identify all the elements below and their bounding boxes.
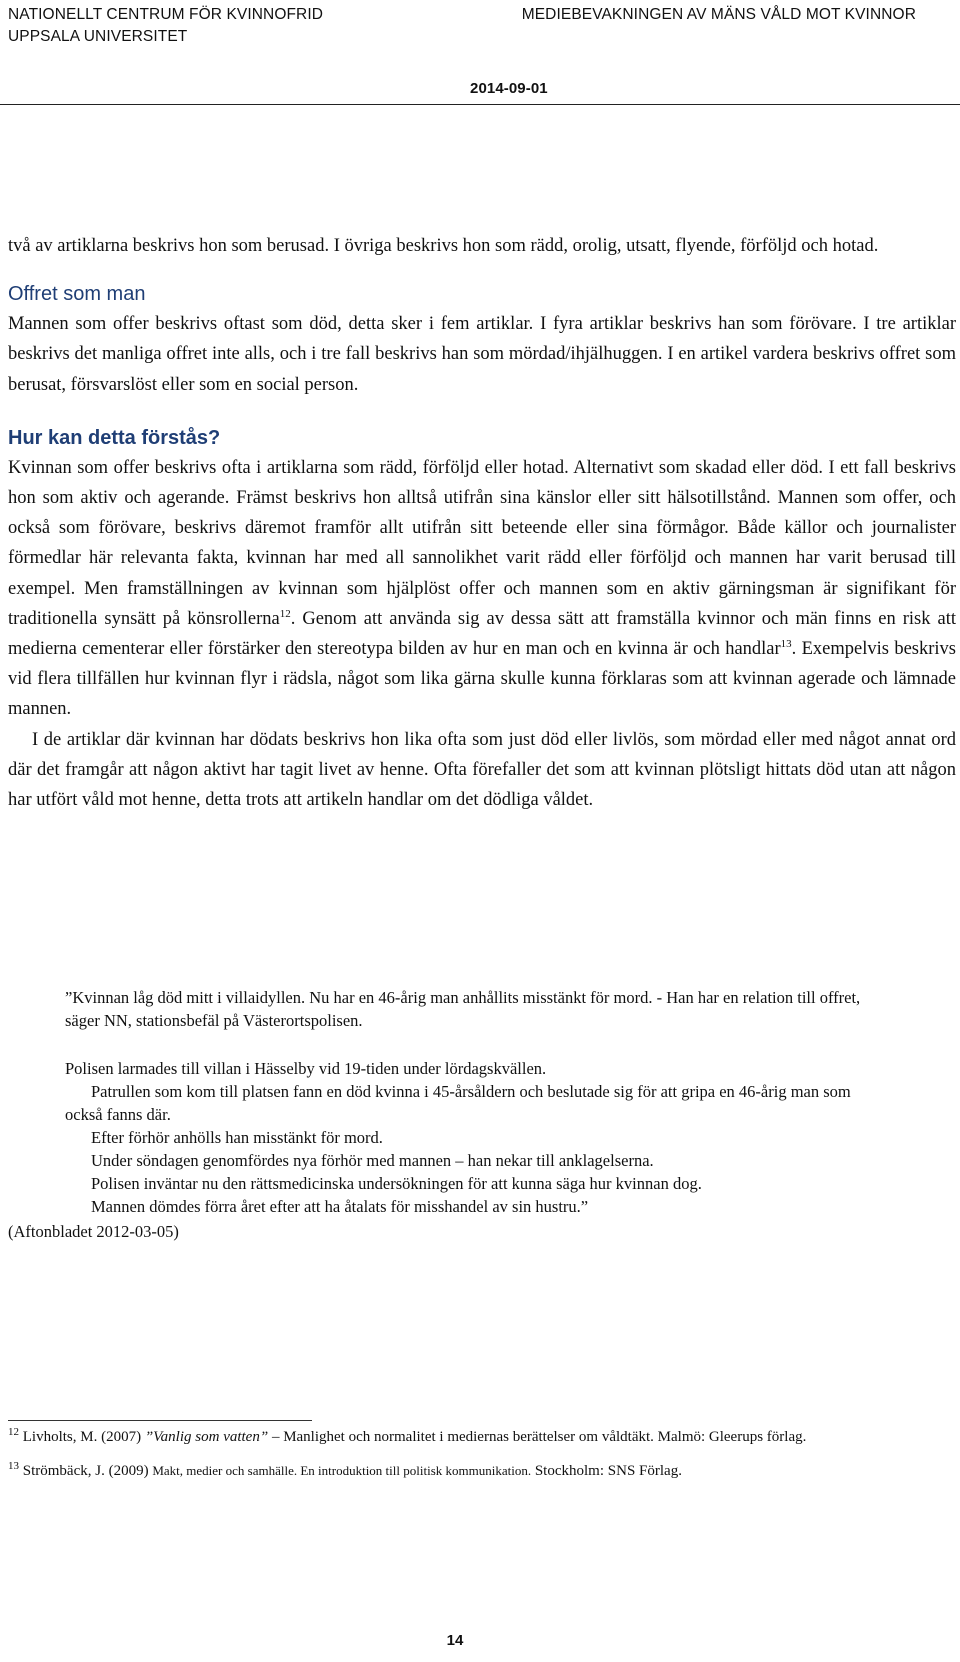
footnote-divider bbox=[8, 1420, 312, 1421]
quote-line-1: ”Kvinnan låg död mitt i villaidyllen. Nu har en 46-årig man anhållits misstänkt för mord. - Han har en relation till offret, säger NN, stationsbefäl på Västerortspolisen. bbox=[65, 988, 861, 1030]
quote-line-7: Mannen dömdes förra året efter att ha åtalats för misshandel av sin hustru.” bbox=[91, 1197, 589, 1216]
page-number: 14 bbox=[446, 1632, 464, 1649]
footnote-13-author: Strömbäck, J. (2009) bbox=[22, 1463, 149, 1479]
footnote-12-rest: – Manlighet och normalitet i mediernas berättelser om våldtäkt. Malmö: Gleerups förlag. bbox=[271, 1429, 807, 1445]
header-divider-left bbox=[0, 104, 460, 105]
hur-p1-part3: . Exempelvis beskrivs vid flera tillfällen hur kvinnan flyr i rädsla, något som lika gärna skulle kunna förklaras som att kvinnan agerade och lämnade mannen. bbox=[8, 639, 956, 720]
main-content bbox=[8, 231, 956, 815]
hur-p1-part1: Kvinnan som offer beskrivs ofta i artiklarna som rädd, förföljd eller hotad. Alternativt som skadad eller död. I ett fall beskrivs hon som aktiv och agerande. Främst beskrivs hon alltså utifrån sina känslor eller sitt hälsotillstånd. Mannen som offer, och också som förövare, beskrivs däremot framför allt utifrån sitt beteende eller sina förmågor. Både källor och journalister förmedlar här relevanta fakta, kvinnan har med all sannolikhet varit rädd eller förföljd och mannen har varit berusad till exempel. Men framställningen av kvinnan som hjälplöst offer och mannen som en aktiv gärningsman är signifikant för traditionella synsätt på könsrollerna bbox=[8, 457, 956, 629]
header-date: 2014-09-01 bbox=[470, 80, 548, 97]
header-org-line2: UPPSALA UNIVERSITET bbox=[8, 28, 188, 45]
footnote-ref-13[interactable]: 13 bbox=[780, 637, 792, 650]
footnote-13 bbox=[8, 1460, 938, 1482]
footnotes bbox=[8, 1426, 938, 1494]
section-heading-hur: Hur kan detta förstås? bbox=[8, 426, 221, 449]
quote-source: (Aftonbladet 2012-03-05) bbox=[8, 1222, 179, 1241]
footnote-13-marker: 13 bbox=[8, 1460, 19, 1472]
footnote-ref-12[interactable]: 12 bbox=[279, 607, 291, 620]
header-report-title: MEDIEBEVAKNINGEN AV MÄNS VÅLD MOT KVINNOR bbox=[521, 6, 916, 23]
header-org-line1: NATIONELLT CENTRUM FÖR KVINNOFRID bbox=[8, 6, 324, 23]
article-quote bbox=[65, 986, 891, 1218]
offret-paragraph: Mannen som offer beskrivs oftast som död, detta sker i fem artiklar. I fyra artiklar beskrivs han som förövare. I tre artiklar beskrivs det manliga offret inte alls, och i tre fall beskrivs han som mördad/ihjälhuggen. I en artikel vardera beskrivs offret som berusat, försvarslöst eller som en social person. bbox=[8, 314, 956, 395]
quote-line-3: Patrullen som kom till platsen fann en död kvinna i 45-årsåldern och beslutade sig för att gripa en 46-årig man som också fanns där. bbox=[65, 1082, 851, 1124]
footnote-12-marker: 12 bbox=[8, 1426, 19, 1438]
hur-p1-part2: . Genom att använda sig av dessa sätt att framställa kvinnor och män finns en risk att medierna cementerar eller förstärker den stereotypa bilden av hur en man och en kvinna är och handlar bbox=[8, 608, 956, 660]
footnote-13-rest: Stockholm: SNS Förlag. bbox=[534, 1463, 682, 1479]
footnote-12 bbox=[8, 1426, 938, 1448]
hur-paragraph-1 bbox=[8, 453, 956, 725]
footnote-13-title: Makt, medier och samhälle. En introduktion till politisk kommunikation. bbox=[152, 1463, 532, 1478]
quote-line-2: Polisen larmades till villan i Hässelby vid 19-tiden under lördagskvällen. bbox=[65, 1059, 547, 1078]
footnote-12-author: Livholts, M. (2007) bbox=[22, 1429, 142, 1445]
quote-line-6: Polisen inväntar nu den rättsmedicinska undersökningen för att kunna säga hur kvinnan dog. bbox=[91, 1174, 702, 1193]
quote-line-4: Efter förhör anhölls han misstänkt för mord. bbox=[91, 1128, 383, 1147]
section-heading-offret: Offret som man bbox=[8, 283, 146, 306]
header-divider-right bbox=[460, 104, 960, 105]
footnote-12-title: ”Vanlig som vatten” bbox=[144, 1429, 269, 1445]
intro-paragraph: två av artiklarna beskrivs hon som berusad. I övriga beskrivs hon som rädd, orolig, utsatt, flyende, förföljd och hotad. bbox=[8, 236, 879, 256]
quote-line-5: Under söndagen genomfördes nya förhör med mannen – han nekar till anklagelserna. bbox=[91, 1151, 654, 1170]
hur-paragraph-2: I de artiklar där kvinnan har dödats beskrivs hon lika ofta som just död eller livlös, som mördad eller med något annat ord där det framgår att någon aktivt har tagit livet av henne. Ofta förefaller det som att kvinnan plötsligt hittats död utan att någon har utfört våld mot henne, detta trots att artikeln handlar om det dödliga våldet. bbox=[8, 729, 956, 811]
